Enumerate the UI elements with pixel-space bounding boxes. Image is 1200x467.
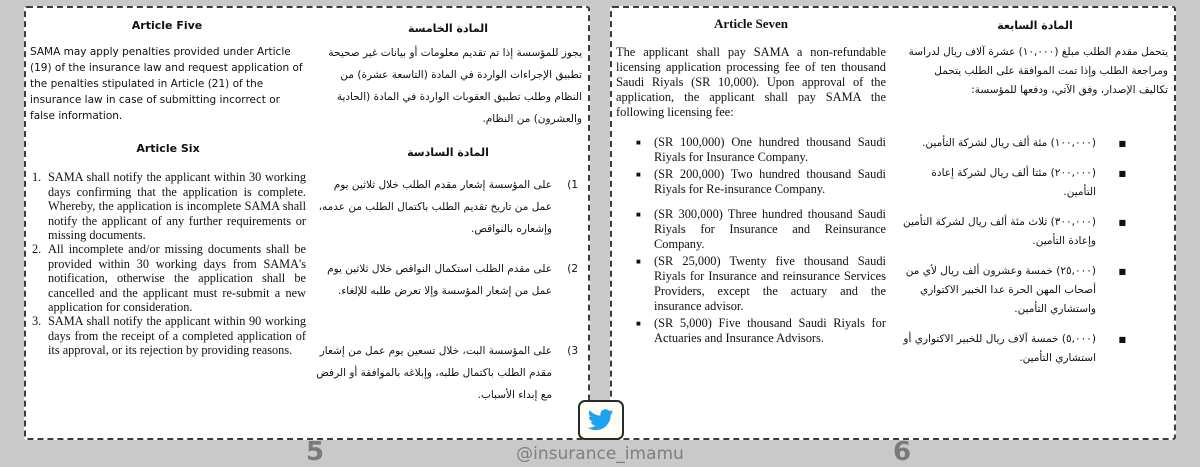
twitter-bird-icon — [588, 409, 614, 431]
article-seven-ar — [902, 16, 1168, 379]
article-seven-intro-ar: يتحمل مقدم الطلب مبلغ (١٠,٠٠٠) عشرة آلاف ريال لدراسة ومراجعة الطلب وإذا تمت الموافقة على الطلب يتحمل تكاليف الإصدار، وفق الآتي، ودفعها للمؤسسة: — [908, 46, 1168, 96]
article-five-body-ar: يجوز للمؤسسة إذا تم تقديم معلومات أو بيانات غير صحيحة تطبيق الإجراءات الواردة في المادة (التاسعة عشرة) من النظام وطلب تطبيق العقوبات الواردة في المادة (الحادية والعشرون) من النظام. — [328, 47, 582, 125]
article-five-ar — [314, 18, 582, 130]
list-item: 2. All incomplete and/or missing documents shall be provided within 30 working days from SAMA's notification, otherwise the application shall be cancelled and the applicant must re-submit a new application for consideration. — [32, 242, 306, 315]
list-item: ■ (١٠٠,٠٠٠) مئة ألف ريال لشركة التأمين. — [902, 134, 1126, 153]
article-seven-intro-en: The applicant shall pay SAMA a non-refundable licensing application processing fee of ten thousand Saudi Riyals (SR 10,000). Upon approval of the application, the applicant shall pay SAMA the following licensing fee: — [616, 45, 886, 119]
article-seven-title-ar: المادة السابعة — [997, 19, 1073, 32]
article-six-list-en — [30, 170, 306, 357]
list-item: 3) على المؤسسة البت، خلال تسعين يوم عمل من إشعار مقدم الطلب باكتمال طلبه، وإبلاغه بالموافقة أو الرفض مع إبداء الأسباب. — [316, 345, 578, 401]
article-six-ar — [314, 142, 582, 406]
list-item: 1. SAMA shall notify the applicant within 30 working days confirming that the application is complete. Whereby, the application is incomplete SAMA shall notify the applicant of any further requirements or missing documents. — [32, 170, 306, 243]
list-item: ■ (SR 200,000) Two hundred thousand Saudi Riyals for Re-insurance Company. — [634, 167, 886, 197]
fee-list-en — [616, 135, 886, 346]
left-page — [24, 6, 590, 440]
twitter-handle[interactable]: @insurance_imamu — [516, 444, 684, 464]
twitter-button[interactable] — [578, 400, 624, 440]
right-page — [610, 6, 1176, 440]
twitter-bird-shape — [588, 409, 614, 430]
page-number-left: 5 — [306, 437, 326, 467]
list-item: ■ (٢٥,٠٠٠) خمسة وعشرون ألف ريال لأي من أصحاب المهن الحرة عدا الخبير الاكتواري واستشاري التأمين. — [902, 262, 1126, 319]
article-six-title-ar: المادة السادسة — [407, 146, 489, 159]
list-item: 2) على مقدم الطلب استكمال النواقص خلال ثلاثين يوم عمل من إشعار المؤسسة وإلا تعرض طلبه للإلغاء. — [327, 263, 578, 297]
list-item: ■ (٢٠٠,٠٠٠) مئتا ألف ريال لشركة إعادة التأمين. — [902, 164, 1126, 202]
page-number-right: 6 — [893, 437, 913, 467]
list-item: 1) على المؤسسة إشعار مقدم الطلب خلال ثلاثين يوم عمل من تاريخ تقديم الطلب باكتمال الطلب من عدمه، وإشعاره بالنواقص. — [318, 179, 578, 235]
list-item: 3. SAMA shall notify the applicant within 90 working days from the receipt of a completed application of its approval, or its rejection by providing reasons. — [32, 314, 306, 358]
article-five-title-ar: المادة الخامسة — [407, 22, 488, 35]
article-six-title-en: Article Six — [136, 142, 200, 155]
article-five-title-en: Article Five — [131, 19, 203, 32]
list-item: ■ (SR 5,000) Five thousand Saudi Riyals for Actuaries and Insurance Advisors. — [634, 316, 886, 346]
list-item: ■ (٣٠٠,٠٠٠) ثلاث مئة ألف ريال لشركة التأمين وإعادة التأمين. — [902, 213, 1126, 251]
article-seven-en — [616, 16, 886, 348]
article-five-body-en: SAMA may apply penalties provided under Article (19) of the insurance law and request application of the penalties stipulated in Article (21) of the insurance law in case of submitting incorrect or false information. — [30, 46, 303, 122]
list-item: ■ (٥,٠٠٠) خمسة آلاف ريال للخبير الاكتواري أو استشاري التأمين. — [902, 330, 1126, 368]
article-seven-title-en: Article Seven — [713, 16, 788, 31]
list-item: ■ (SR 100,000) One hundred thousand Saudi Riyals for Insurance Company. — [634, 135, 886, 165]
list-item: ■ (SR 25,000) Twenty five thousand Saudi Riyals for Insurance and reinsurance Services Providers, except the actuary and the insurance advisor. — [634, 254, 886, 314]
article-five-en — [30, 18, 304, 124]
article-six-en — [30, 142, 306, 358]
list-item: ■ (SR 300,000) Three hundred thousand Saudi Riyals for Insurance and Reinsurance Company. — [634, 207, 886, 252]
article-six-list-ar — [314, 174, 582, 406]
fee-list-ar — [902, 134, 1168, 368]
